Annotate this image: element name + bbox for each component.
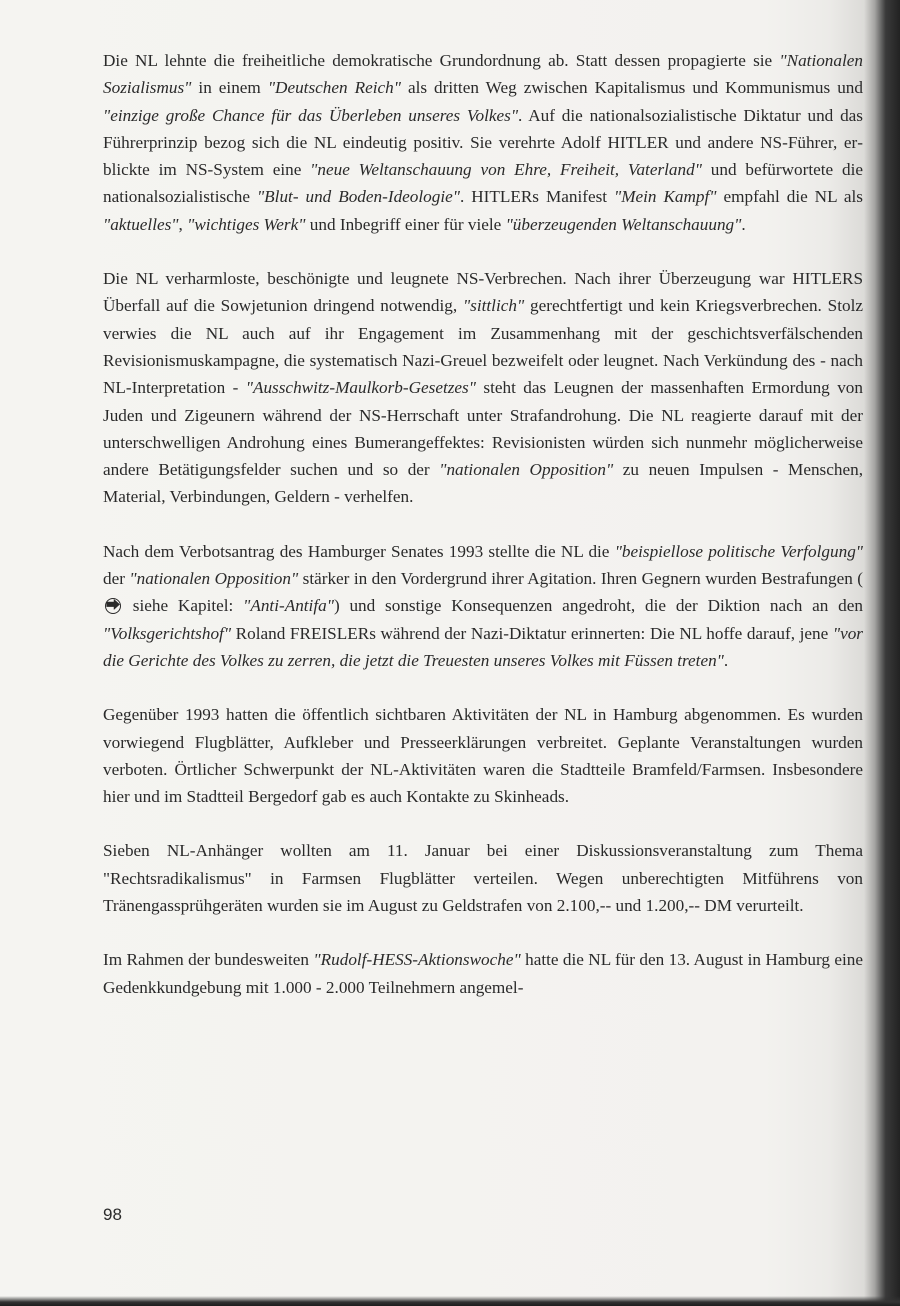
paragraph — [103, 538, 863, 674]
quoted-term: "wichtiges Werk" — [187, 214, 306, 234]
text-run: der — [103, 569, 130, 589]
text-run: . — [741, 214, 746, 234]
quoted-term: "einzige große Chance für das Überleben unseres Volkes" — [103, 105, 519, 125]
quoted-term: "vor die Gerichte des Volkes zu zerren, die jetzt die Treuesten unseres Volkes mit Füssen treten" — [103, 623, 863, 670]
text-run: zu neuen Impulsen - Menschen, Material, Verbindungen, Geldern - verhelfen. — [103, 460, 863, 507]
body-text — [103, 47, 863, 1028]
text-run: und Inbegriff einer für viele — [305, 214, 506, 234]
quoted-term: "nationalen Opposition" — [439, 460, 614, 480]
arrow-right-circle-icon: ⮕ — [106, 598, 120, 615]
page-bottom-edge — [0, 1296, 900, 1306]
text-run: siehe Kapitel: — [123, 596, 244, 616]
quoted-term: "Blut- und Boden-Ideologie" — [256, 187, 460, 207]
text-run: . Auf die nationalsozialistische Diktatur und das Führerprinzip bezog sich die NL eindeutig positiv. Sie verehrte Adolf HITLER und andere NS-Führer, erblickte im NS-System eine — [103, 105, 863, 180]
text-run: steht das Leugnen der massenhaften Ermordung von Juden und Zigeunern während der NS-Herrschaft unter Strafandrohung. Die NL reagierte darauf mit der unterschwelligen Androhung eines Bumerangeffektes: Revisionisten würden sich nunmehr möglicherweise andere Betätigungsfelder suchen und so der — [103, 378, 863, 480]
quoted-term: "Anti-Antifa" — [243, 596, 334, 616]
text-run: als dritten Weg zwischen Kapitalismus und Kommunismus und — [400, 78, 863, 98]
text-run: Sieben NL-Anhänger wollten am 11. Januar bei einer Diskussionsveranstaltung zum Thema "Rechtsradikalismus" in Farmsen Flugblätter verteilen. Wegen unberechtigten Mitführens von Tränengassprühgeräten wurden sie im August zu Geldstrafen von 2.100,-- und 1.200,-- DM verurteilt. — [103, 841, 863, 916]
text-run: Nach dem Verbotsantrag des Hamburger Senates 1993 stellte die NL die — [103, 541, 615, 561]
paragraph — [103, 47, 863, 238]
text-run: , — [178, 214, 188, 234]
text-run: Die NL lehnte die freiheitliche demokratische Grundordnung ab. Statt dessen propagierte sie — [103, 51, 780, 70]
quoted-term: "Volksgerichtshof" — [103, 623, 232, 643]
page-number: 98 — [103, 1205, 122, 1224]
text-run: Roland FREISLERs während der Nazi-Diktatur erinnerten: Die NL hoffe darauf, jene — [231, 623, 833, 643]
quoted-term: "aktuelles" — [103, 214, 179, 234]
quoted-term: "Deutschen Reich" — [267, 78, 401, 98]
quoted-term: "beispiellose politische Verfolgung" — [614, 541, 864, 561]
text-run: Gegenüber 1993 hatten die öffentlich sichtbaren Aktivitäten der NL in Hamburg abgenommen. Es wurden vorwiegend Flugblätter, Aufkleber und Presseerklärungen verbreitet. Geplante Veranstaltungen wurden verboten. Örtlicher Schwerpunkt der NL-Aktivitäten waren die Stadtteile Bramfeld/Farmsen. Insbesondere hier und im Stadtteil Bergedorf gab es auch Kontakte zu Skinheads. — [103, 705, 863, 807]
text-run: gerechtfertigt und kein Kriegsverbrechen. Stolz verwies die NL auch auf ihr Engagement im Zusammenhang mit der geschichtsverfälschenden Revisionismuskampagne, die systematisch Nazi-Greuel bezweifelt oder leugnet. Nach Verkündung des - nach NL-Interpretation - — [103, 296, 863, 398]
quoted-term: "Ausschwitz-Maulkorb-Gesetzes" — [245, 378, 476, 398]
book-gutter-shadow — [864, 0, 900, 1306]
text-run: Im Rahmen der bundesweiten — [103, 950, 314, 970]
quoted-term: "neue Weltanschauung von Ehre, Freiheit, Vaterland" — [310, 160, 702, 180]
quoted-term: "Rudolf-HESS-Aktionswoche" — [313, 950, 521, 970]
text-run: und befürwortete die nationalsozialistische — [103, 160, 863, 207]
text-run: ) und sonstige Konsequenzen angedroht, die der Diktion nach an den — [333, 596, 863, 616]
text-run: Die NL verharmloste, beschönigte und leugnete NS-Verbrechen. Nach ihrer Überzeugung war HITLERS Überfall auf die Sowjetunion dringend notwendig, — [103, 269, 863, 316]
quoted-term: "Nationalen Sozialismus" — [103, 51, 863, 98]
quoted-term: "Mein Kampf" — [613, 187, 717, 207]
paragraph — [103, 265, 863, 511]
text-run: in einem — [191, 78, 268, 98]
text-run: stärker in den Vordergrund ihrer Agitation. Ihren Gegnern wurden Bestrafungen ( — [298, 569, 863, 589]
text-run: . HITLERs Manifest — [459, 187, 614, 207]
text-run: hatte die NL für den 13. August in Hamburg eine Gedenkkundgebung mit 1.000 - 2.000 Teilnehmern angemel- — [103, 950, 863, 997]
quoted-term: "überzeugenden Weltanschauung" — [505, 214, 742, 234]
quoted-term: "sittlich" — [462, 296, 525, 316]
paragraph — [103, 701, 863, 810]
paragraph — [103, 837, 863, 919]
text-run: . — [723, 650, 729, 670]
paragraph — [103, 946, 863, 1001]
text-run: empfahl die NL als — [716, 187, 863, 207]
quoted-term: "nationalen Opposition" — [129, 569, 299, 589]
